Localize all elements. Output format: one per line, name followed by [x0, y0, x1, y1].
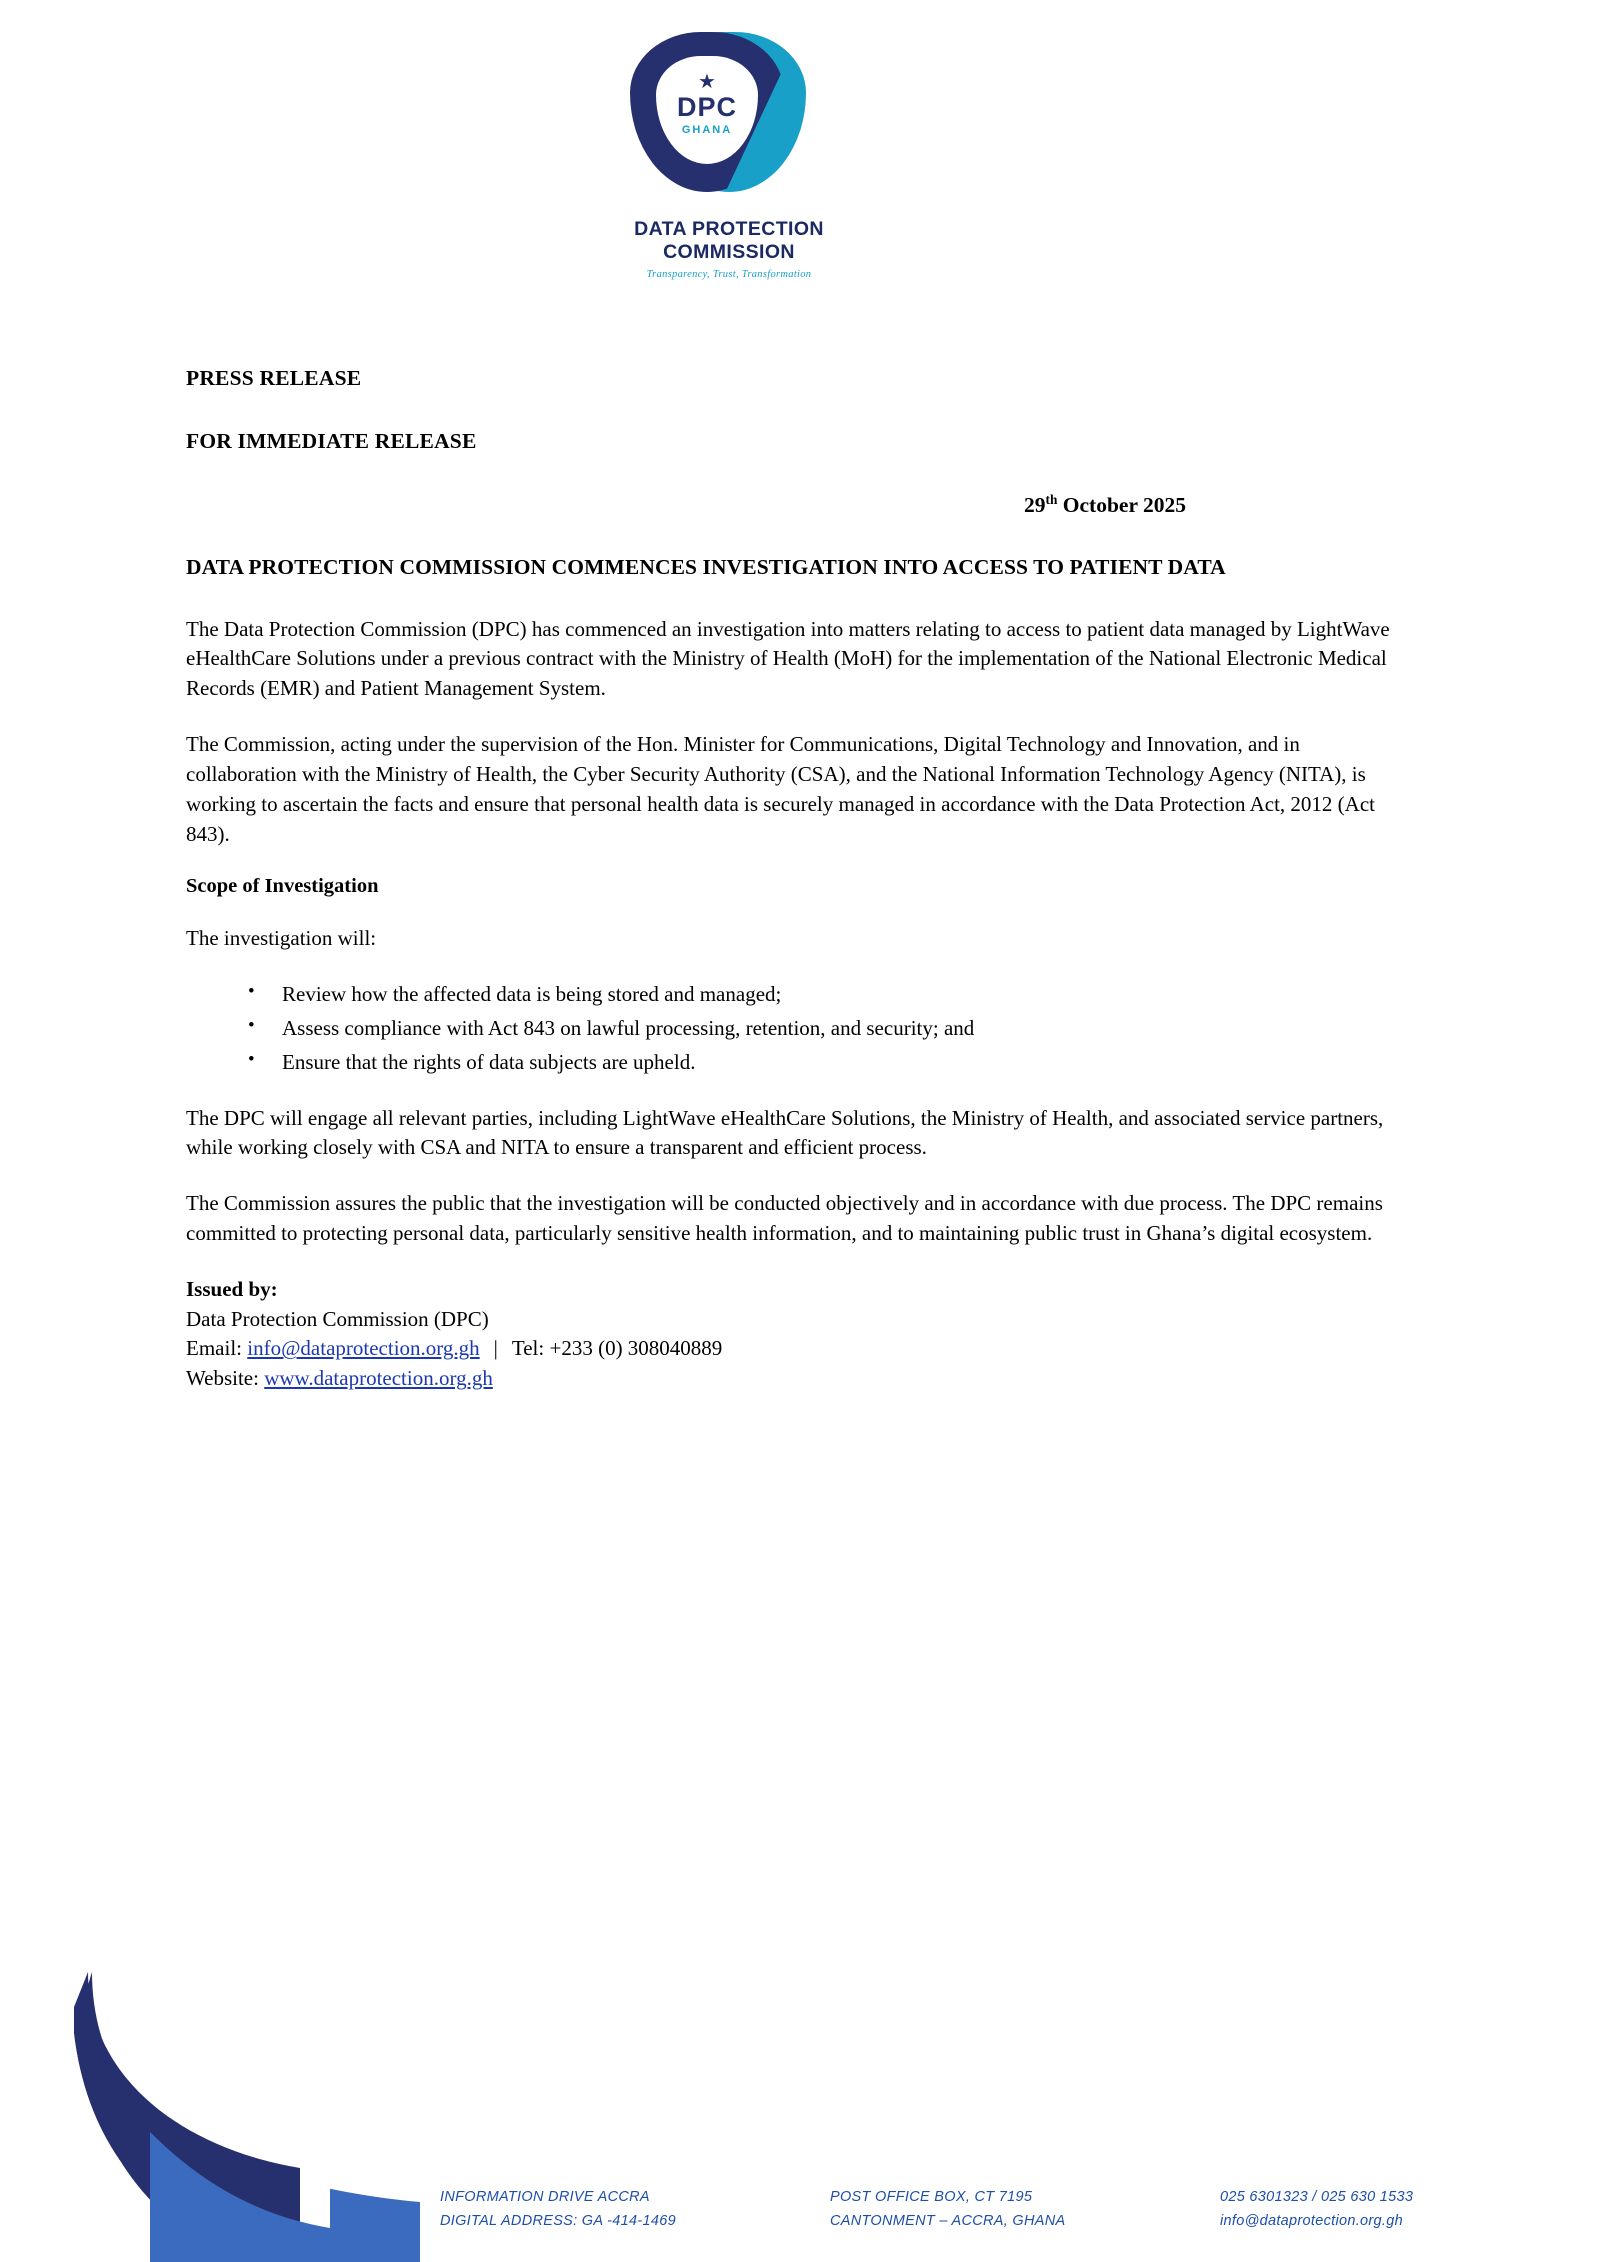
- release-date: [186, 492, 1399, 518]
- email-link[interactable]: info@dataprotection.org.gh: [247, 1336, 480, 1361]
- logo-name-line-2: COMMISSION: [663, 241, 795, 263]
- footer-contact-bar: [440, 2186, 1550, 2234]
- dpc-logo-mark-icon: [630, 32, 828, 214]
- scope-intro: The investigation will:: [186, 926, 377, 951]
- logo-country: GHANA: [681, 124, 733, 136]
- contact-separator: |: [493, 1336, 498, 1361]
- paragraph-3: The DPC will engage all relevant parties, including LightWave eHealthCare Solutions, the Ministry of Health, and associated service partners, while working closely with CSA and NITA to ensure a transparent and efficient process.: [186, 1105, 1384, 1160]
- website-line: [186, 1364, 1399, 1394]
- list-item: • Assess compliance with Act 843 on lawful processing, retention, and security; and: [186, 1014, 1399, 1044]
- contact-line: [186, 1334, 1399, 1364]
- page-title: DATA PROTECTION COMMISSION COMMENCES INVESTIGATION INTO ACCESS TO PATIENT DATA: [186, 555, 1226, 580]
- footer-column-postal: [830, 2186, 1220, 2234]
- footer-postal-line-2: CANTONMENT – ACCRA, GHANA: [830, 2213, 1066, 2230]
- footer-phone: 025 6301323 / 025 630 1533: [1220, 2189, 1414, 2206]
- footer-column-contact: [1220, 2186, 1550, 2234]
- list-item: • Review how the affected data is being stored and managed;: [186, 980, 1399, 1010]
- logo-name-line-1: DATA PROTECTION: [634, 218, 824, 240]
- issuer-name: Data Protection Commission (DPC): [186, 1306, 489, 1331]
- logo-tagline: Transparency, Trust, Transformation: [646, 269, 812, 280]
- footer-postal-line-1: POST OFFICE BOX, CT 7195: [830, 2189, 1033, 2206]
- scope-bullet-list: [186, 980, 1399, 1077]
- footer-address-line-2: DIGITAL ADDRESS: GA -414-1469: [440, 2213, 676, 2230]
- footer-email: info@dataprotection.org.gh: [1220, 2213, 1403, 2230]
- website-link[interactable]: www.dataprotection.org.gh: [264, 1366, 493, 1391]
- issued-by-label: Issued by:: [186, 1276, 278, 1301]
- paragraph-4: The Commission assures the public that the investigation will be conducted objectively and in accordance with due process. The DPC remains committed to protecting personal data, particularly sensitive health information, and to maintaining public trust in Ghana’s digital ecosystem.: [186, 1191, 1383, 1246]
- footer-address-line-1: INFORMATION DRIVE ACCRA: [440, 2189, 650, 2206]
- email-label: Email:: [186, 1336, 248, 1361]
- website-label: Website:: [186, 1366, 265, 1391]
- logo-organisation-name: [579, 218, 879, 264]
- dpc-logo: [579, 18, 879, 308]
- document-body: [186, 366, 1399, 1394]
- footer-column-address: [440, 2186, 830, 2234]
- list-item: • Ensure that the rights of data subjects are upheld.: [186, 1048, 1399, 1078]
- paragraph-1: The Data Protection Commission (DPC) has commenced an investigation into matters relating to access to patient data managed by LightWave eHealthCare Solutions under a previous contract with the Ministry of Health (MoH) for the implementation of the National Electronic Medical Records (EMR) and Patient Management System.: [186, 616, 1390, 701]
- release-date-suffix: th: [1045, 492, 1058, 507]
- release-date-rest: October 2025: [1057, 493, 1186, 518]
- press-release-label: PRESS RELEASE: [186, 366, 362, 390]
- star-icon: ★: [698, 71, 716, 93]
- release-date-day: 29: [1024, 493, 1046, 518]
- logo-acronym: DPC: [676, 92, 737, 122]
- paragraph-2: The Commission, acting under the supervision of the Hon. Minister for Communications, Digital Technology and Innovation, and in collaboration with the Ministry of Health, the Cyber Security Authority (CSA), and the National Information Technology Agency (NITA), is working to ascertain the facts and ensure that personal health data is securely managed in accordance with the Data Protection Act, 2012 (Act 843).: [186, 732, 1375, 846]
- telephone: Tel: +233 (0) 308040889: [511, 1336, 723, 1361]
- scope-heading: Scope of Investigation: [186, 875, 379, 898]
- immediate-release-label: FOR IMMEDIATE RELEASE: [186, 429, 477, 453]
